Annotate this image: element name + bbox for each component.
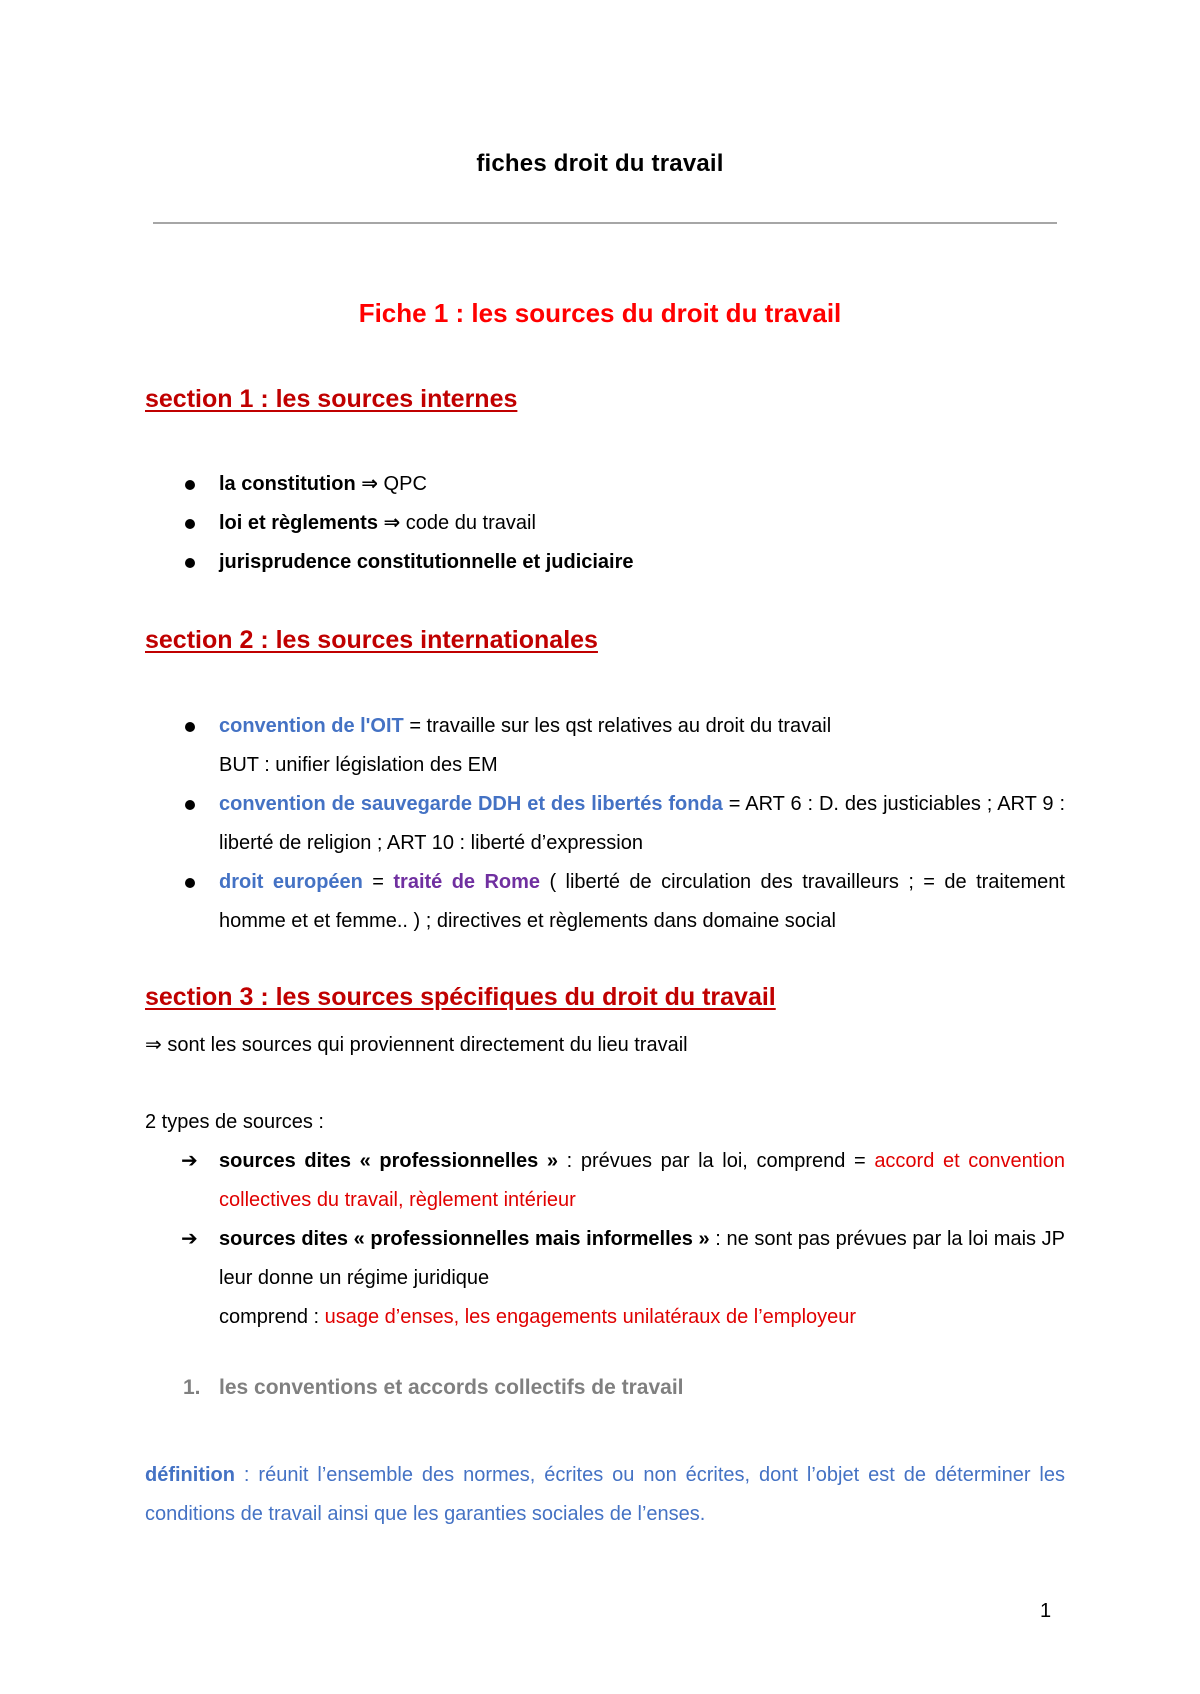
arrow-right-icon: ➔	[181, 1228, 198, 1250]
bullet-icon	[185, 480, 195, 490]
definition-paragraph	[145, 1456, 1065, 1534]
subsection-title: les conventions et accords collectifs de travail	[219, 1376, 684, 1399]
item-text: : prévues par la loi, comprend =	[558, 1150, 875, 1172]
item-text: = ART 6 : D. des justiciables ; ART 9 : liberté de religion ; ART 10 : liberté d’expression	[219, 793, 1065, 854]
list-item	[145, 1142, 1065, 1220]
document-title: fiches droit du travail	[476, 150, 724, 177]
item-term: droit européen	[219, 871, 363, 893]
item-subline: BUT : unifier législation des EM	[219, 754, 498, 776]
section-2-list	[145, 707, 1065, 941]
definition-text: : réunit l’ensemble des normes, écrites ou non écrites, dont l’objet est de déterminer les conditions de travail ainsi que les garanties sociales de l’enses.	[145, 1464, 1065, 1525]
list-item	[145, 504, 1065, 543]
fiche-title: Fiche 1 : les sources du droit du travail	[358, 298, 842, 328]
list-item	[145, 1220, 1065, 1337]
title-divider	[153, 222, 1057, 224]
list-item	[145, 707, 1065, 785]
bullet-icon	[185, 878, 195, 888]
list-item	[145, 863, 1065, 941]
item-text: = travaille sur les qst relatives au droit du travail	[403, 715, 832, 737]
section-1-list	[145, 465, 1065, 582]
item-text: QPC	[377, 473, 427, 495]
item-text: code du travail	[400, 512, 536, 534]
types-label: 2 types de sources :	[145, 1111, 324, 1133]
item-subline-label: comprend :	[219, 1306, 325, 1328]
page-number: 1	[1040, 1600, 1052, 1622]
bullet-icon	[185, 722, 195, 732]
list-item	[145, 465, 1065, 504]
item-term: convention de l'OIT	[219, 715, 404, 737]
item-term: convention de sauvegarde DDH et des libertés fonda	[219, 793, 723, 815]
item-label: sources dites « professionnelles mais informelles »	[219, 1228, 710, 1250]
section-3-intro: ⇒ sont les sources qui proviennent directement du lieu travail	[145, 1034, 688, 1056]
subsection-heading	[183, 1376, 684, 1400]
item-highlight: usage d’enses, les engagements unilatéraux de l’employeur	[324, 1306, 857, 1328]
item-label: la constitution ⇒	[219, 473, 378, 495]
list-item	[145, 543, 1065, 582]
section-1-heading: section 1 : les sources internes	[145, 385, 518, 413]
arrow-right-icon: ➔	[181, 1150, 198, 1172]
item-text: ( liberté de circulation des travailleurs ; = de traitement homme et et femme.. ) ; directives et règlements dans domaine social	[219, 871, 1065, 932]
section-2-heading: section 2 : les sources internationales	[145, 626, 598, 654]
bullet-icon	[185, 519, 195, 529]
definition-label: définition	[145, 1464, 235, 1486]
source-types-list	[145, 1142, 1065, 1337]
item-label: sources dites « professionnelles »	[219, 1150, 559, 1172]
subsection-number: 1.	[183, 1376, 201, 1399]
item-highlight: accord et convention collectives du travail, règlement intérieur	[219, 1150, 1065, 1211]
item-text: =	[362, 871, 394, 893]
bullet-icon	[185, 558, 195, 568]
item-text: : ne sont pas prévues par la loi mais JP leur donne un régime juridique	[219, 1228, 1065, 1289]
item-label: jurisprudence constitutionnelle et judiciaire	[219, 551, 634, 573]
item-term-secondary: traité de Rome	[393, 871, 541, 893]
item-label: loi et règlements ⇒	[219, 512, 401, 534]
bullet-icon	[185, 800, 195, 810]
section-3-heading: section 3 : les sources spécifiques du droit du travail	[145, 983, 776, 1011]
list-item	[145, 785, 1065, 863]
